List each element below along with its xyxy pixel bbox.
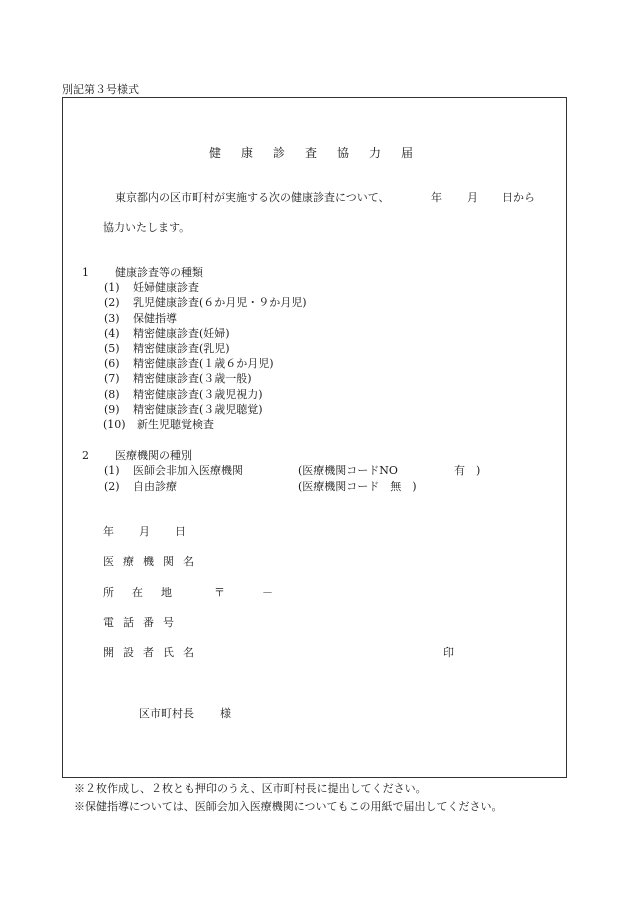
checkup-type-no: (1) — [104, 281, 120, 294]
checkup-type-no: (3) — [104, 312, 120, 325]
checkup-type-label: 新生児聴覚検査 — [137, 418, 214, 431]
footnote: ※保健指導については、医師会加入医療機関についてもこの用紙で届出してください。 — [74, 800, 503, 813]
intro-day-from: 日から — [502, 191, 535, 204]
institution-code: (医療機関コード 無 ) — [298, 480, 417, 493]
institution-name-label: 医療機関名 — [103, 555, 203, 568]
institution-type-label: 医師会非加入医療機関 — [133, 464, 243, 477]
postal-mark: 〒 — [214, 586, 225, 599]
addressee-name: 区市町村長 — [139, 707, 194, 720]
address-label: 所在地 — [103, 586, 190, 599]
phone-label: 電話番号 — [103, 616, 183, 629]
checkup-type-label: 精密健康診査(３歳児聴覚) — [133, 403, 263, 416]
checkup-type-no: (6) — [104, 357, 120, 370]
date-month-label: 月 — [139, 525, 150, 538]
form-title: 健康診査協力届 — [209, 146, 434, 160]
seal-mark: 印 — [443, 646, 454, 659]
section-2-number: 2 — [82, 449, 89, 462]
checkup-type-no: (7) — [104, 372, 120, 385]
section-1-heading: 健康診査等の種類 — [115, 266, 203, 279]
footnote: ※２枚作成し、２枚とも押印のうえ、区市町村長に提出してください。 — [74, 782, 427, 795]
institution-code: (医療機関コードNO — [298, 464, 398, 477]
checkup-type-no: (2) — [104, 296, 120, 309]
checkup-type-label: 精密健康診査(３歳一般) — [133, 372, 252, 385]
checkup-type-no: (10) — [103, 418, 126, 431]
section-1-number: 1 — [82, 266, 89, 279]
institution-type-no: (2) — [104, 480, 120, 493]
postal-dash: － — [262, 586, 273, 599]
intro-year: 年 — [431, 191, 442, 204]
date-day-label: 日 — [175, 525, 186, 538]
intro-month: 月 — [467, 191, 478, 204]
institution-type-no: (1) — [104, 464, 120, 477]
checkup-type-no: (9) — [104, 403, 120, 416]
checkup-type-label: 妊婦健康診査 — [133, 281, 199, 294]
checkup-type-no: (4) — [104, 327, 120, 340]
founder-name-label: 開設者氏名 — [103, 646, 203, 659]
addressee-honorific: 様 — [220, 707, 231, 720]
checkup-type-no: (5) — [104, 342, 120, 355]
checkup-type-no: (8) — [104, 388, 120, 401]
checkup-type-label: 乳児健康診査(６か月児・９か月児) — [133, 296, 307, 309]
section-2-heading: 医療機関の種別 — [115, 449, 192, 462]
checkup-type-label: 精密健康診査(３歳児視力) — [133, 388, 263, 401]
checkup-type-label: 精密健康診査(乳児) — [133, 342, 230, 355]
form-number: 別記第３号様式 — [62, 83, 139, 96]
checkup-type-label: 精密健康診査(１歳６か月児) — [133, 357, 274, 370]
intro-line-1: 東京都内の区市町村が実施する次の健康診査について、 — [115, 191, 390, 204]
intro-line-2: 協力いたします。 — [103, 221, 191, 234]
date-year-label: 年 — [103, 525, 114, 538]
checkup-type-label: 精密健康診査(妊婦) — [133, 327, 230, 340]
checkup-type-label: 保健指導 — [133, 312, 177, 325]
institution-type-label: 自由診療 — [133, 480, 177, 493]
institution-code-end: 有 ) — [454, 464, 481, 477]
